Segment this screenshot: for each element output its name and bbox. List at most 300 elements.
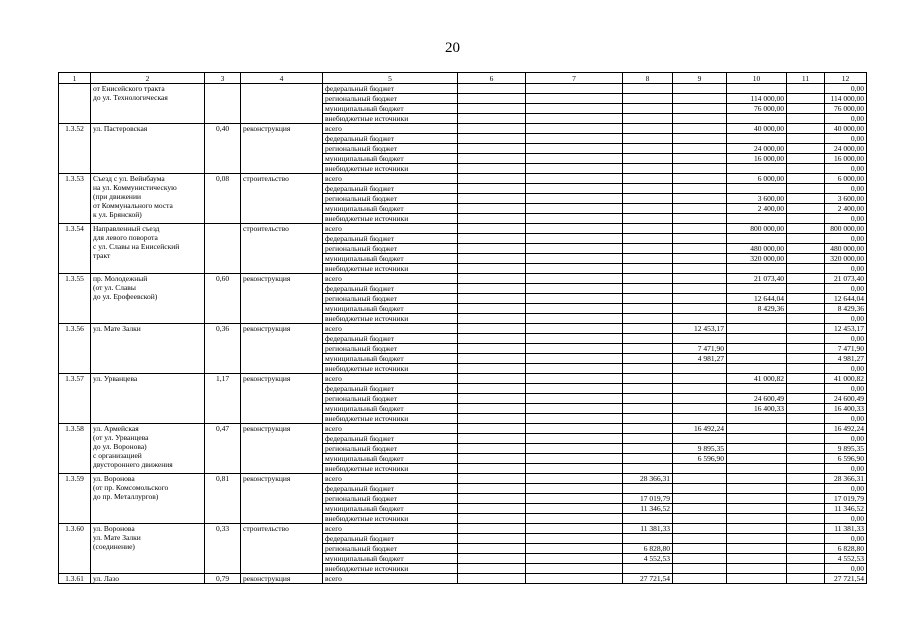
- col-7-value: [526, 114, 623, 124]
- col-11-value: [787, 214, 825, 224]
- col-10-value: [727, 334, 787, 344]
- col-7-value: [526, 564, 623, 574]
- col-11-value: [787, 564, 825, 574]
- total-value: 24 600,49: [825, 394, 867, 404]
- col-7-value: [526, 334, 623, 344]
- col-9-value: [673, 244, 727, 254]
- col-8-value: [623, 334, 673, 344]
- col-10-value: [727, 364, 787, 374]
- col-6-value: [458, 224, 526, 234]
- column-number-1: 1: [59, 73, 91, 84]
- col-9-value: [673, 164, 727, 174]
- object-name: [91, 224, 205, 274]
- col-10-value: 76 000,00: [727, 104, 787, 114]
- col-6-value: [458, 504, 526, 514]
- total-value: 0,00: [825, 114, 867, 124]
- work-type: реконструкция: [241, 424, 323, 474]
- funding-source: всего: [323, 424, 458, 434]
- col-10-value: [727, 184, 787, 194]
- col-10-value: [727, 264, 787, 274]
- object-name-line: пр. Молодежный: [93, 274, 148, 283]
- col-6-value: [458, 334, 526, 344]
- col-10-value: [727, 494, 787, 504]
- total-value: 0,00: [825, 514, 867, 524]
- column-number-2: 2: [91, 73, 205, 84]
- col-11-value: [787, 444, 825, 454]
- length-km: 0,40: [205, 124, 241, 174]
- col-7-value: [526, 194, 623, 204]
- object-name: [91, 324, 205, 374]
- budget-table: [58, 72, 867, 584]
- col-11-value: [787, 514, 825, 524]
- col-10-value: [727, 544, 787, 554]
- col-11-value: [787, 234, 825, 244]
- object-name: [91, 124, 205, 174]
- total-value: 0,00: [825, 464, 867, 474]
- col-8-value: 11 381,33: [623, 524, 673, 534]
- col-6-value: [458, 514, 526, 524]
- object-name: [91, 474, 205, 524]
- item-number: 1.3.58: [59, 424, 91, 474]
- item-number: 1.3.60: [59, 524, 91, 574]
- col-11-value: [787, 164, 825, 174]
- funding-source: региональный бюджет: [323, 394, 458, 404]
- col-10-value: [727, 384, 787, 394]
- object-name-line: с ул. Славы на Енисейский: [93, 242, 180, 251]
- col-7-value: [526, 554, 623, 564]
- total-value: 7 471,90: [825, 344, 867, 354]
- col-9-value: [673, 194, 727, 204]
- col-6-value: [458, 304, 526, 314]
- col-7-value: [526, 504, 623, 514]
- col-9-value: [673, 154, 727, 164]
- col-8-value: [623, 204, 673, 214]
- object-name: [91, 524, 205, 574]
- funding-source: муниципальный бюджет: [323, 504, 458, 514]
- col-8-value: 17 019,79: [623, 494, 673, 504]
- col-8-value: [623, 564, 673, 574]
- column-number-5: 5: [323, 73, 458, 84]
- table-row: [59, 424, 867, 434]
- object-name-line: до ул. Ерофеевской): [93, 292, 158, 301]
- total-value: 41 000,82: [825, 374, 867, 384]
- length-km: 0,47: [205, 424, 241, 474]
- funding-source: внебюджетные источники: [323, 464, 458, 474]
- object-name-line: ул. Урванцева: [93, 374, 138, 383]
- col-11-value: [787, 204, 825, 214]
- col-6-value: [458, 94, 526, 104]
- length-km: 0,79: [205, 574, 241, 584]
- length-km: 0,36: [205, 324, 241, 374]
- object-name-line: ул. Мате Залки: [93, 324, 141, 333]
- total-value: 21 073,40: [825, 274, 867, 284]
- total-value: 0,00: [825, 384, 867, 394]
- col-7-value: [526, 184, 623, 194]
- column-number-3: 3: [205, 73, 241, 84]
- object-name-line: Съезд с ул. Вейнбаума: [93, 174, 165, 183]
- funding-source: внебюджетные источники: [323, 164, 458, 174]
- column-number-9: 9: [673, 73, 727, 84]
- length-km: 1,17: [205, 374, 241, 424]
- col-11-value: [787, 94, 825, 104]
- col-8-value: [623, 194, 673, 204]
- col-8-value: [623, 164, 673, 174]
- col-6-value: [458, 114, 526, 124]
- col-10-value: [727, 554, 787, 564]
- total-value: 8 429,36: [825, 304, 867, 314]
- work-type: реконструкция: [241, 474, 323, 524]
- col-9-value: [673, 574, 727, 584]
- col-7-value: [526, 384, 623, 394]
- col-11-value: [787, 274, 825, 284]
- col-8-value: [623, 304, 673, 314]
- col-7-value: [526, 444, 623, 454]
- work-type: строительство: [241, 524, 323, 574]
- col-11-value: [787, 124, 825, 134]
- table-row: [59, 524, 867, 534]
- col-9-value: [673, 384, 727, 394]
- length-km: [205, 84, 241, 124]
- object-name-line: ул. Пастеровская: [93, 124, 148, 133]
- funding-source: федеральный бюджет: [323, 284, 458, 294]
- col-8-value: 27 721,54: [623, 574, 673, 584]
- col-8-value: [623, 454, 673, 464]
- col-11-value: [787, 194, 825, 204]
- col-9-value: [673, 314, 727, 324]
- funding-source: всего: [323, 324, 458, 334]
- col-7-value: [526, 104, 623, 114]
- col-6-value: [458, 454, 526, 464]
- col-9-value: [673, 254, 727, 264]
- col-11-value: [787, 574, 825, 584]
- col-10-value: [727, 344, 787, 354]
- work-type: строительство: [241, 224, 323, 274]
- col-6-value: [458, 104, 526, 114]
- col-7-value: [526, 134, 623, 144]
- col-6-value: [458, 394, 526, 404]
- funding-source: всего: [323, 374, 458, 384]
- col-7-value: [526, 244, 623, 254]
- col-11-value: [787, 374, 825, 384]
- col-6-value: [458, 184, 526, 194]
- col-10-value: [727, 324, 787, 334]
- item-number: 1.3.54: [59, 224, 91, 274]
- col-10-value: [727, 444, 787, 454]
- funding-source: федеральный бюджет: [323, 434, 458, 444]
- col-8-value: 6 828,80: [623, 544, 673, 554]
- total-value: 0,00: [825, 164, 867, 174]
- funding-source: всего: [323, 124, 458, 134]
- funding-source: федеральный бюджет: [323, 234, 458, 244]
- col-9-value: [673, 214, 727, 224]
- col-11-value: [787, 184, 825, 194]
- total-value: 11 346,52: [825, 504, 867, 514]
- col-11-value: [787, 534, 825, 544]
- col-10-value: 3 600,00: [727, 194, 787, 204]
- col-11-value: [787, 304, 825, 314]
- col-7-value: [526, 394, 623, 404]
- object-name-line: тракт: [93, 251, 111, 260]
- work-type: [241, 84, 323, 124]
- object-name-line: к ул. Брянской): [93, 210, 142, 219]
- col-10-value: 16 000,00: [727, 154, 787, 164]
- col-8-value: [623, 274, 673, 284]
- table-row: [59, 84, 867, 94]
- table-row: [59, 574, 867, 584]
- item-number: [59, 84, 91, 124]
- col-9-value: [673, 264, 727, 274]
- col-9-value: 9 895,35: [673, 444, 727, 454]
- col-11-value: [787, 404, 825, 414]
- col-7-value: [526, 514, 623, 524]
- col-7-value: [526, 164, 623, 174]
- col-8-value: [623, 124, 673, 134]
- funding-source: муниципальный бюджет: [323, 354, 458, 364]
- col-7-value: [526, 414, 623, 424]
- funding-source: региональный бюджет: [323, 244, 458, 254]
- col-10-value: [727, 464, 787, 474]
- col-9-value: [673, 104, 727, 114]
- col-7-value: [526, 204, 623, 214]
- col-11-value: [787, 84, 825, 94]
- col-9-value: [673, 144, 727, 154]
- funding-source: федеральный бюджет: [323, 334, 458, 344]
- object-name: [91, 274, 205, 324]
- col-10-value: 41 000,82: [727, 374, 787, 384]
- object-name-line: от Енисейского тракта: [93, 84, 165, 93]
- object-name-line: (соединение): [93, 542, 135, 551]
- col-9-value: [673, 404, 727, 414]
- object-name: [91, 84, 205, 124]
- col-6-value: [458, 254, 526, 264]
- funding-source: федеральный бюджет: [323, 184, 458, 194]
- col-6-value: [458, 174, 526, 184]
- table-row: [59, 224, 867, 234]
- col-11-value: [787, 354, 825, 364]
- work-type: реконструкция: [241, 274, 323, 324]
- object-name-line: до ул. Воронова): [93, 442, 147, 451]
- funding-source: всего: [323, 274, 458, 284]
- col-7-value: [526, 424, 623, 434]
- col-9-value: [673, 84, 727, 94]
- col-8-value: [623, 144, 673, 154]
- col-9-value: [673, 564, 727, 574]
- total-value: 0,00: [825, 314, 867, 324]
- col-6-value: [458, 84, 526, 94]
- col-11-value: [787, 414, 825, 424]
- col-9-value: [673, 294, 727, 304]
- col-7-value: [526, 144, 623, 154]
- table-row: [59, 174, 867, 184]
- col-10-value: [727, 114, 787, 124]
- col-10-value: [727, 84, 787, 94]
- col-10-value: [727, 484, 787, 494]
- funding-source: региональный бюджет: [323, 144, 458, 154]
- object-name: [91, 424, 205, 474]
- col-11-value: [787, 244, 825, 254]
- funding-source: федеральный бюджет: [323, 384, 458, 394]
- total-value: 480 000,00: [825, 244, 867, 254]
- col-7-value: [526, 284, 623, 294]
- total-value: 9 895,35: [825, 444, 867, 454]
- object-name-line: от Коммунального моста: [93, 201, 173, 210]
- col-8-value: 28 366,31: [623, 474, 673, 484]
- col-7-value: [526, 534, 623, 544]
- col-9-value: [673, 464, 727, 474]
- total-value: 2 400,00: [825, 204, 867, 214]
- col-6-value: [458, 564, 526, 574]
- item-number: 1.3.53: [59, 174, 91, 224]
- col-8-value: [623, 114, 673, 124]
- funding-source: муниципальный бюджет: [323, 454, 458, 464]
- col-6-value: [458, 204, 526, 214]
- col-9-value: [673, 484, 727, 494]
- col-6-value: [458, 164, 526, 174]
- col-9-value: [673, 334, 727, 344]
- col-9-value: 6 596,90: [673, 454, 727, 464]
- total-value: 0,00: [825, 564, 867, 574]
- col-7-value: [526, 274, 623, 284]
- total-value: 800 000,00: [825, 224, 867, 234]
- object-name-line: ул. Воронова: [93, 524, 135, 533]
- total-value: 0,00: [825, 364, 867, 374]
- col-11-value: [787, 104, 825, 114]
- item-number: 1.3.56: [59, 324, 91, 374]
- column-number-4: 4: [241, 73, 323, 84]
- object-name-line: ул. Армейская: [93, 424, 139, 433]
- col-7-value: [526, 574, 623, 584]
- col-7-value: [526, 294, 623, 304]
- total-value: 0,00: [825, 334, 867, 344]
- col-7-value: [526, 234, 623, 244]
- col-6-value: [458, 434, 526, 444]
- col-11-value: [787, 484, 825, 494]
- object-name-line: двустороннего движения: [93, 460, 173, 469]
- col-11-value: [787, 174, 825, 184]
- col-10-value: 24 000,00: [727, 144, 787, 154]
- total-value: 12 644,04: [825, 294, 867, 304]
- col-11-value: [787, 254, 825, 264]
- col-6-value: [458, 574, 526, 584]
- funding-source: региональный бюджет: [323, 194, 458, 204]
- total-value: 40 000,00: [825, 124, 867, 134]
- col-11-value: [787, 494, 825, 504]
- col-6-value: [458, 324, 526, 334]
- funding-source: всего: [323, 224, 458, 234]
- funding-source: внебюджетные источники: [323, 414, 458, 424]
- funding-source: всего: [323, 574, 458, 584]
- col-6-value: [458, 364, 526, 374]
- col-10-value: [727, 524, 787, 534]
- col-6-value: [458, 134, 526, 144]
- total-value: 11 381,33: [825, 524, 867, 534]
- col-6-value: [458, 544, 526, 554]
- col-7-value: [526, 154, 623, 164]
- col-7-value: [526, 544, 623, 554]
- col-9-value: [673, 534, 727, 544]
- total-value: 3 600,00: [825, 194, 867, 204]
- col-10-value: 480 000,00: [727, 244, 787, 254]
- col-8-value: [623, 94, 673, 104]
- col-6-value: [458, 414, 526, 424]
- col-10-value: 21 073,40: [727, 274, 787, 284]
- col-11-value: [787, 394, 825, 404]
- col-6-value: [458, 274, 526, 284]
- col-7-value: [526, 304, 623, 314]
- col-6-value: [458, 214, 526, 224]
- col-8-value: [623, 374, 673, 384]
- col-9-value: [673, 504, 727, 514]
- total-value: 16 400,33: [825, 404, 867, 414]
- col-10-value: [727, 534, 787, 544]
- table-row: [59, 124, 867, 134]
- col-10-value: 114 000,00: [727, 94, 787, 104]
- col-7-value: [526, 434, 623, 444]
- col-8-value: [623, 154, 673, 164]
- column-number-8: 8: [623, 73, 673, 84]
- funding-source: региональный бюджет: [323, 344, 458, 354]
- col-8-value: [623, 284, 673, 294]
- col-7-value: [526, 314, 623, 324]
- col-9-value: [673, 174, 727, 184]
- col-10-value: [727, 164, 787, 174]
- column-number-12: 12: [825, 73, 867, 84]
- funding-source: федеральный бюджет: [323, 134, 458, 144]
- length-km: 0,33: [205, 524, 241, 574]
- total-value: 0,00: [825, 234, 867, 244]
- col-7-value: [526, 124, 623, 134]
- length-km: 0,60: [205, 274, 241, 324]
- col-10-value: [727, 214, 787, 224]
- total-value: 28 366,31: [825, 474, 867, 484]
- col-10-value: 8 429,36: [727, 304, 787, 314]
- col-7-value: [526, 264, 623, 274]
- funding-source: внебюджетные источники: [323, 514, 458, 524]
- col-11-value: [787, 334, 825, 344]
- col-10-value: [727, 284, 787, 294]
- work-type: реконструкция: [241, 574, 323, 584]
- column-number-10: 10: [727, 73, 787, 84]
- col-8-value: [623, 514, 673, 524]
- work-type: строительство: [241, 174, 323, 224]
- funding-source: внебюджетные источники: [323, 364, 458, 374]
- col-9-value: 4 981,27: [673, 354, 727, 364]
- col-9-value: [673, 114, 727, 124]
- object-name-line: для левого поворота: [93, 233, 158, 242]
- object-name-line: с организацией: [93, 451, 142, 460]
- length-km: [205, 224, 241, 274]
- col-11-value: [787, 464, 825, 474]
- col-9-value: [673, 134, 727, 144]
- col-7-value: [526, 494, 623, 504]
- total-value: 0,00: [825, 184, 867, 194]
- col-7-value: [526, 94, 623, 104]
- column-number-11: 11: [787, 73, 825, 84]
- col-6-value: [458, 264, 526, 274]
- col-9-value: [673, 514, 727, 524]
- col-8-value: [623, 464, 673, 474]
- col-8-value: 4 552,53: [623, 554, 673, 564]
- col-8-value: [623, 484, 673, 494]
- col-6-value: [458, 474, 526, 484]
- page-number: 20: [445, 40, 460, 56]
- item-number: 1.3.57: [59, 374, 91, 424]
- funding-source: внебюджетные источники: [323, 314, 458, 324]
- col-10-value: 2 400,00: [727, 204, 787, 214]
- total-value: 4 981,27: [825, 354, 867, 364]
- col-7-value: [526, 324, 623, 334]
- col-9-value: [673, 434, 727, 444]
